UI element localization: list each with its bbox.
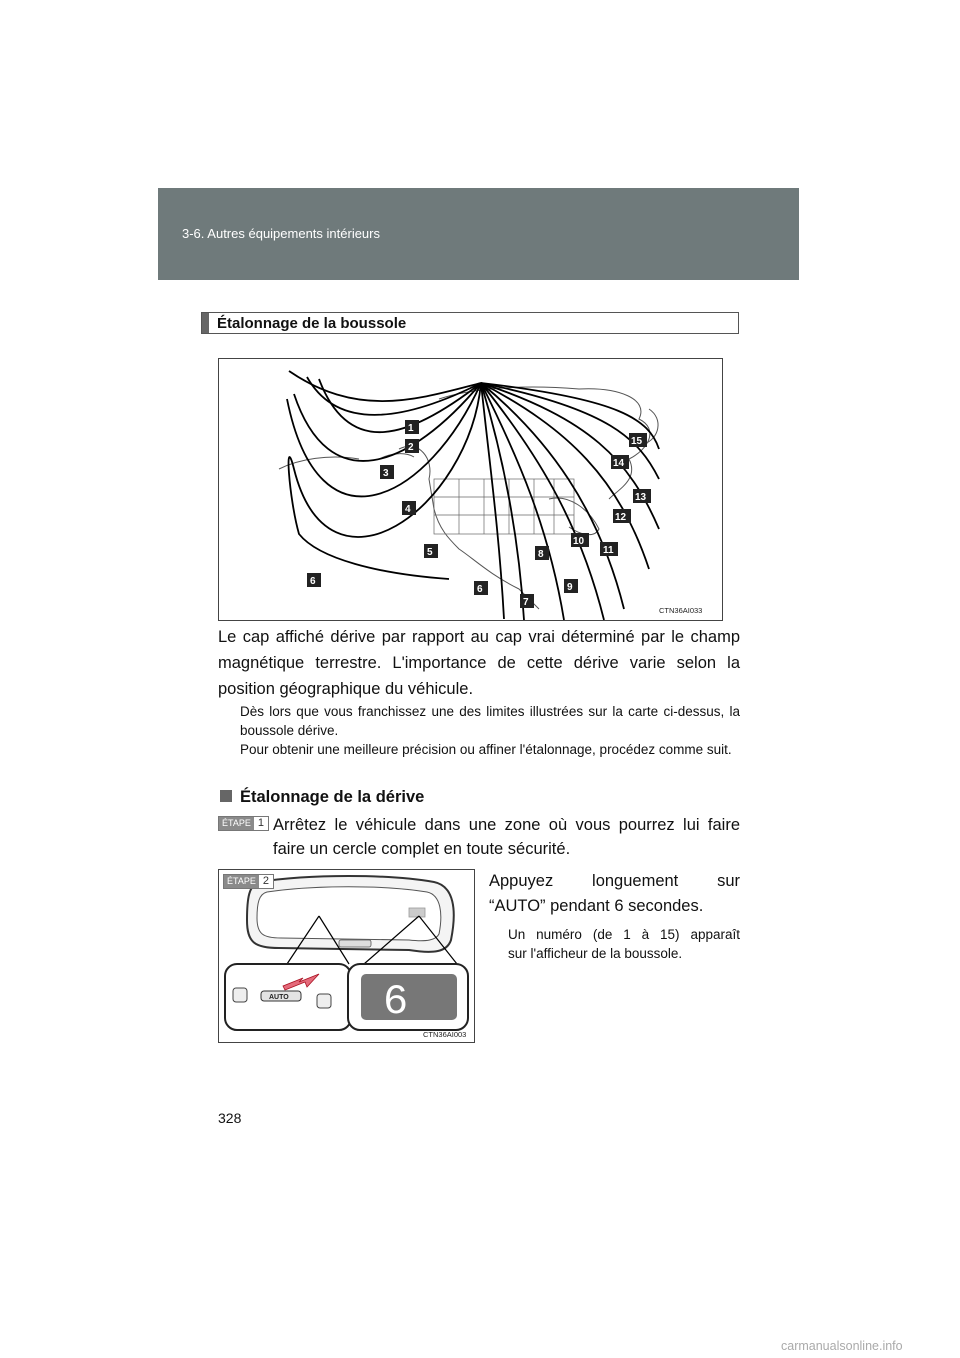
zone-14-label: 14 xyxy=(613,458,625,469)
section-label: 3-6. Autres équipements intérieurs xyxy=(182,226,380,241)
zone-map-graphic xyxy=(219,359,722,620)
zone-13-label: 13 xyxy=(635,492,647,503)
zone-3-label: 3 xyxy=(383,468,389,479)
step-2-number: 2 xyxy=(262,875,269,887)
display-digit: 6 xyxy=(383,978,409,1026)
zone-6-label-west: 6 xyxy=(310,576,316,587)
step-1-number: 1 xyxy=(257,817,264,829)
zone-6-label-south: 6 xyxy=(477,584,483,595)
subheading-square-icon xyxy=(220,790,232,802)
zone-2-label: 2 xyxy=(408,442,414,453)
zone-7-label: 7 xyxy=(523,597,529,608)
step-2-note-line-1: Un numéro (de 1 à 15) apparaît xyxy=(508,927,740,942)
zone-15-label: 15 xyxy=(631,436,643,447)
step-2-line-1: Appuyez longuement sur xyxy=(489,872,740,890)
page-number: 328 xyxy=(218,1110,242,1126)
section-title-marker xyxy=(202,313,209,333)
zone-1-label: 1 xyxy=(408,423,414,434)
note-block xyxy=(240,702,740,759)
subheading-text: Étalonnage de la dérive xyxy=(240,788,425,806)
step-2-text xyxy=(489,869,740,919)
subheading xyxy=(220,788,424,807)
zone-10-label: 10 xyxy=(573,536,585,547)
chapter-header xyxy=(158,188,799,280)
section-title: Étalonnage de la boussole xyxy=(217,315,407,332)
note-line-1: Dès lors que vous franchissez une des limites illustrées sur la carte ci-dessus, la boussole dérive. xyxy=(240,704,740,738)
zone-4-label: 4 xyxy=(405,504,411,515)
zone-11-label: 11 xyxy=(603,545,614,556)
step-2-badge xyxy=(223,874,274,889)
watermark: carmanualsonline.info xyxy=(781,1339,903,1353)
zone-9-label: 9 xyxy=(567,582,573,593)
step-2-note-line-2: sur l'afficheur de la boussole. xyxy=(508,946,683,961)
zone-8-label: 8 xyxy=(538,549,544,560)
zone-5-label: 5 xyxy=(427,547,433,558)
auto-button-label: AUTO xyxy=(269,994,289,1001)
compass-zone-map xyxy=(218,358,723,621)
step-2-note xyxy=(508,925,740,963)
step-1-line-1: Arrêtez le véhicule dans une zone où vous pourrez lui faire xyxy=(273,816,740,834)
mirror-illustration xyxy=(218,869,475,1043)
zone-labels xyxy=(307,420,651,608)
section-title-box xyxy=(201,312,739,334)
mirror-figure-code: CTN36AI003 xyxy=(423,1030,467,1039)
zone-12-label: 12 xyxy=(615,512,627,523)
note-line-2: Pour obtenir une meilleure précision ou affiner l'étalonnage, procédez comme suit. xyxy=(240,742,732,757)
step-2-line-2: “AUTO” pendant 6 secondes. xyxy=(489,897,704,915)
step-1-text xyxy=(273,813,740,861)
step-1-badge xyxy=(218,816,269,831)
step-1-label: ÉTAPE xyxy=(219,817,254,830)
step-1-line-2: faire un cercle complet en toute sécurité. xyxy=(273,840,571,858)
map-figure-code: CTN36AI033 xyxy=(659,606,703,615)
step-2-label: ÉTAPE xyxy=(224,875,259,888)
intro-paragraph: Le cap affiché dérive par rapport au cap vrai déterminé par le champ magnétique terrestre. L'importance de cette dérive varie selon la position géographique du véhicule. xyxy=(218,628,740,698)
mirror-graphic xyxy=(219,870,474,1042)
